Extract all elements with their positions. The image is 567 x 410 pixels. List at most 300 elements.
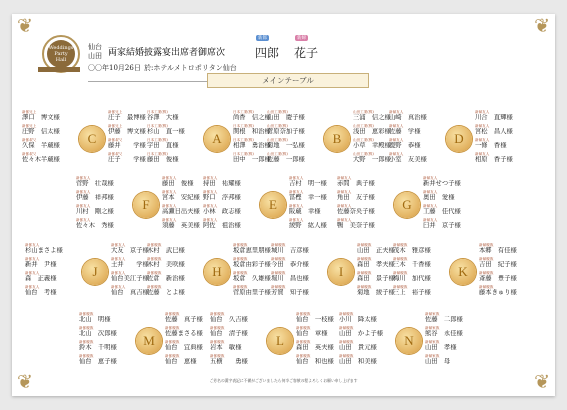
guest-entry	[267, 124, 323, 136]
guest-name: 庄野 信太様	[22, 128, 60, 135]
guest-name: 佐藤 とよ様	[147, 289, 185, 296]
groom-role-badge: 新郎	[258, 36, 267, 41]
guest-entry	[147, 257, 203, 269]
guest-name: 坂倉恵里朋様	[233, 247, 271, 254]
guest-entry	[79, 340, 135, 352]
guest-affiliation: 新郎親族	[210, 326, 225, 330]
guest-affiliation: 山田工業(株)	[267, 138, 288, 142]
guest-entry	[271, 271, 327, 283]
guest-name: 伊藤 博文様	[108, 128, 146, 135]
main-table-label: メインテーブル	[207, 73, 369, 88]
guest-entry	[339, 312, 395, 324]
guest-affiliation: 新郎友人	[111, 285, 126, 289]
guest-name: 綾野 紘人様	[289, 222, 327, 229]
guest-name: 坂倉 久雄様	[233, 275, 271, 282]
table-k: K	[450, 259, 476, 285]
guest-affiliation: 新婦友人	[423, 218, 438, 222]
guest-name: 臼井 京子様	[423, 222, 461, 229]
guest-affiliation: 新郎親族	[210, 312, 225, 316]
guest-entry	[479, 243, 535, 255]
table-a: A	[204, 126, 230, 152]
guest-name: 吉村 明一様	[289, 180, 327, 187]
guest-name: 田中 一郎様	[233, 156, 271, 163]
guest-name: 仙台 真吉様	[111, 289, 149, 296]
guest-affiliation: 新婦親族	[479, 285, 494, 289]
guest-affiliation: 新婦親族	[271, 285, 286, 289]
guest-entry	[475, 138, 531, 150]
guest-affiliation: 新郎友人	[76, 204, 91, 208]
guest-name: 佐藤まさる様	[165, 330, 203, 337]
guest-name: 佐藤 一郎様	[267, 156, 305, 163]
guest-name: 佐倉 新治様	[147, 275, 185, 282]
guest-entry	[475, 124, 531, 136]
guest-entry	[425, 312, 481, 324]
guest-affiliation: 新婦友人	[389, 152, 404, 156]
guest-affiliation: 山田工業(株)	[267, 124, 288, 128]
guest-entry	[393, 243, 449, 255]
guest-name: 杉山まさよ様	[25, 247, 63, 254]
guest-name: 伊藤 祥邦様	[76, 194, 114, 201]
guest-affiliation: 新婦親族	[479, 243, 494, 247]
guest-name: 佐々木半蔵様	[22, 156, 60, 163]
guest-entry	[22, 138, 78, 150]
guest-affiliation: 新郎親族	[296, 340, 311, 344]
guest-affiliation: 新婦友人	[423, 176, 438, 180]
ornament-corner-icon: ❦	[17, 371, 33, 393]
guest-name: 大野 一郎様	[353, 156, 391, 163]
guest-affiliation: 新郎友人	[111, 271, 126, 275]
guest-name: 仙台 恵様	[165, 358, 197, 365]
guest-affiliation: 日本工業(株)	[147, 138, 168, 142]
guest-entry	[393, 271, 449, 283]
guest-entry	[475, 110, 531, 122]
footer-note: ご芳名の漢字表記に不備がございましたら何卒ご容赦の程よろしくお願い申し上げます	[209, 378, 358, 383]
guest-name: 仙台 考様	[25, 289, 57, 296]
guest-affiliation: 新郎親族	[233, 243, 248, 247]
guest-entry	[22, 152, 78, 164]
guest-name: 小室 友美様	[389, 156, 427, 163]
guest-affiliation: 新郎兄上	[108, 124, 123, 128]
guest-affiliation: 新郎親族	[296, 354, 311, 358]
guest-name: 一條 香様	[475, 142, 507, 149]
guest-entry	[423, 204, 479, 216]
guest-affiliation: 新婦親族	[393, 243, 408, 247]
guest-entry	[25, 271, 81, 283]
guest-affiliation: 新郎叔父	[108, 138, 123, 142]
guest-affiliation: 山田工業(株)	[353, 124, 374, 128]
guest-entry	[267, 110, 323, 122]
guest-entry	[203, 218, 259, 230]
guest-entry	[423, 176, 479, 188]
guest-name: 川村 剛之様	[76, 208, 114, 215]
guest-affiliation: 日本工業(株)	[233, 110, 254, 114]
guest-affiliation: 新郎友人	[203, 190, 218, 194]
guest-affiliation: 新郎親族	[210, 340, 225, 344]
guest-name: 本郷 有佳様	[479, 247, 517, 254]
guest-entry	[147, 285, 203, 297]
guest-affiliation: 新婦親族	[479, 271, 494, 275]
guest-name: 森田 景子様	[357, 275, 395, 282]
guest-name: 梅川 加代様	[393, 275, 431, 282]
guest-entry	[271, 285, 327, 297]
guest-name: 藤田 俊様	[147, 156, 179, 163]
guest-entry	[25, 257, 81, 269]
guest-affiliation: 新婦親族	[271, 271, 286, 275]
guest-affiliation: 新婦友人	[389, 110, 404, 114]
event-date: 〇〇年10月26日	[88, 64, 141, 72]
guest-affiliation: 新婦友人	[389, 138, 404, 142]
logo-text-2: Party	[54, 51, 68, 57]
logo-text-1: Weddings	[48, 45, 74, 51]
table-e: E	[260, 192, 286, 218]
guest-affiliation: 新郎兄上	[22, 124, 37, 128]
guest-affiliation: 新郎親族	[147, 257, 162, 261]
guest-name: 坂倉由彩子様	[233, 261, 271, 268]
table-j: J	[82, 259, 108, 285]
guest-entry	[337, 190, 393, 202]
guest-affiliation: 新婦親族	[357, 271, 372, 275]
guest-affiliation: 新郎親族	[147, 271, 162, 275]
guest-affiliation: 新郎親族	[79, 312, 94, 316]
guest-name: 佐藤 二郎様	[425, 316, 463, 323]
guest-affiliation: 新郎友人	[203, 218, 218, 222]
guest-name: 山崎 真治様	[389, 114, 427, 121]
guest-name: 阿佐 祖治様	[203, 222, 241, 229]
guest-name: 茂木 雅彦様	[393, 247, 431, 254]
page-title: 両家結婚披露宴出席者御席次	[108, 48, 226, 58]
guest-affiliation: 新婦友人	[475, 138, 490, 142]
guest-name: 野口 浮邦様	[203, 194, 241, 201]
guest-name: 赤間 典子様	[337, 180, 375, 187]
guest-name: 今田 恭介様	[271, 261, 309, 268]
guest-name: 森 正義様	[25, 275, 57, 282]
guest-entry	[337, 218, 393, 230]
guest-name: 浅田 恵彩様	[353, 128, 391, 135]
logo-ribbon	[38, 67, 80, 72]
guest-name: 冨樫 幸一様	[289, 194, 327, 201]
guest-entry	[147, 243, 203, 255]
guest-affiliation: 新郎友人	[289, 204, 304, 208]
guest-name: 岩本 敏様	[210, 344, 242, 351]
guest-entry	[147, 124, 203, 136]
guest-entry	[339, 354, 395, 366]
guest-entry	[203, 176, 259, 188]
guest-name: 藤本きゅり様	[479, 289, 517, 296]
guest-name: 谷澤 大様	[147, 114, 179, 121]
guest-name: 高瀬日出夫様	[162, 208, 200, 215]
guest-affiliation: 新郎親族	[296, 326, 311, 330]
logo-text-3: Hall	[55, 57, 67, 63]
guest-affiliation: 新郎兄上	[108, 110, 123, 114]
table-d: D	[446, 126, 472, 152]
guest-entry	[389, 124, 445, 136]
guest-name: 相原 香子様	[475, 156, 513, 163]
guest-entry	[210, 312, 266, 324]
guest-affiliation: 新婦家族	[425, 340, 440, 344]
guest-affiliation: 新婦親族	[339, 312, 354, 316]
guest-entry	[479, 285, 535, 297]
guest-entry	[203, 204, 259, 216]
guest-entry	[210, 326, 266, 338]
guest-affiliation: 新郎親族	[165, 326, 180, 330]
guest-affiliation: 新婦親族	[357, 285, 372, 289]
guest-name: 小川 降太様	[339, 316, 377, 323]
guest-affiliation: 新郎親族	[147, 285, 162, 289]
guest-name: 阪蔵 幸様	[289, 208, 321, 215]
guest-affiliation: 日本工業(株)	[147, 152, 168, 156]
guest-affiliation: 日本工業(株)	[147, 124, 168, 128]
guest-affiliation: 新郎叔父	[108, 152, 123, 156]
guest-name: 佐藤奈央子様	[337, 208, 375, 215]
guest-name: 小草 幸殿様	[353, 142, 391, 149]
guest-entry	[393, 257, 449, 269]
guest-affiliation: 新郎親族	[79, 340, 94, 344]
guest-name: 菊地 一弘様	[267, 142, 305, 149]
guest-entry	[79, 312, 135, 324]
guest-affiliation: 新婦友人	[423, 190, 438, 194]
guest-name: 佐藤 真子様	[165, 316, 203, 323]
guest-affiliation: 新郎叔父	[22, 138, 37, 142]
header-family-1: 仙台	[88, 43, 102, 51]
guest-name: 仙台 章様	[296, 330, 328, 337]
guest-name: 角田 友子様	[337, 194, 375, 201]
guest-name: 新井せつ子様	[423, 180, 461, 187]
guest-affiliation: 新婦友人	[337, 204, 352, 208]
guest-entry	[76, 176, 132, 188]
guest-name: 佐々木 秀様	[76, 222, 114, 229]
guest-entry	[389, 138, 445, 150]
guest-affiliation: 新郎友人	[162, 204, 177, 208]
guest-affiliation: 新婦親族	[271, 243, 286, 247]
guest-affiliation: 日本工業(株)	[147, 110, 168, 114]
guest-affiliation: 新婦親族	[339, 326, 354, 330]
guest-name: 持田 祐耀様	[203, 180, 241, 187]
guest-affiliation: 新婦親族	[357, 257, 372, 261]
guest-name: 澤口 博文様	[22, 114, 60, 121]
guest-entry	[393, 285, 449, 297]
table-g: G	[394, 192, 420, 218]
guest-affiliation: 新郎友人	[289, 190, 304, 194]
guest-affiliation: 山田工業(株)	[267, 110, 288, 114]
guest-name: 土井 学様	[111, 261, 149, 268]
guest-name: 新井 尹様	[25, 261, 57, 268]
guest-affiliation: 新婦友人	[389, 124, 404, 128]
guest-name: 三上 裕子様	[393, 289, 431, 296]
guest-entry	[475, 152, 531, 164]
guest-entry	[147, 110, 203, 122]
guest-entry	[423, 218, 479, 230]
guest-affiliation: 新郎友人	[76, 218, 91, 222]
guest-name: 庄子 最博様	[108, 114, 146, 121]
guest-affiliation: 新婦親族	[339, 354, 354, 358]
guest-entry	[147, 152, 203, 164]
guest-name: 山田 慶子様	[267, 114, 305, 121]
guest-entry	[267, 152, 323, 164]
guest-name: 三浦 信之様	[353, 114, 391, 121]
guest-name: 小林 政志様	[203, 208, 241, 215]
guest-affiliation: 新婦親族	[393, 257, 408, 261]
guest-name: 山田 孝様	[425, 344, 457, 351]
guest-name: 山田 かよ子様	[339, 330, 384, 337]
guest-name: 久保 半蔵様	[22, 142, 60, 149]
table-m: M	[136, 328, 162, 354]
guest-entry	[479, 271, 535, 283]
guest-name: 奥田 愛様	[423, 194, 455, 201]
guest-affiliation: 新郎友人	[25, 257, 40, 261]
guest-affiliation: 新郎兄上	[22, 110, 37, 114]
guest-entry	[79, 326, 135, 338]
guest-name: 仙台 宜典様	[165, 344, 203, 351]
guest-affiliation: 新郎親族	[147, 243, 162, 247]
guest-name: 城川 吉彦様	[271, 247, 309, 254]
guest-entry	[147, 138, 203, 150]
guest-affiliation: 新郎親族	[79, 326, 94, 330]
guest-affiliation: 山田工業(株)	[353, 152, 374, 156]
guest-name: 工藤 佳代様	[423, 208, 461, 215]
guest-entry	[389, 152, 445, 164]
guest-name: 菅原奈加子様	[267, 128, 305, 135]
guest-affiliation: 新婦友人	[475, 152, 490, 156]
guest-name: 仙台美江子様	[111, 275, 149, 282]
guest-entry	[203, 190, 259, 202]
guest-name: 北山 次郎様	[79, 330, 117, 337]
guest-affiliation: 新郎友人	[162, 218, 177, 222]
table-b: B	[324, 126, 350, 152]
guest-affiliation: 新郎友人	[162, 190, 177, 194]
guest-affiliation: 新郎親族	[296, 312, 311, 316]
guest-entry	[76, 218, 132, 230]
guest-affiliation: 新婦親族	[339, 340, 354, 344]
guest-name: 森田 孝夫様	[357, 261, 395, 268]
guest-affiliation: 新婦友人	[337, 190, 352, 194]
guest-name: 吉田 紀子様	[479, 261, 517, 268]
guest-entry	[147, 271, 203, 283]
guest-affiliation: 新婦親族	[393, 285, 408, 289]
guest-affiliation: 新婦親族	[271, 257, 286, 261]
guest-affiliation: 新婦家族	[425, 326, 440, 330]
table-h: H	[204, 259, 230, 285]
table-f: F	[133, 192, 159, 218]
guest-entry	[425, 354, 481, 366]
guest-affiliation: 新郎友人	[76, 190, 91, 194]
guest-affiliation: 新郎友人	[111, 243, 126, 247]
guest-name: 杉山 直一様	[147, 128, 185, 135]
guest-name: 大友 京子様	[111, 247, 149, 254]
guest-affiliation: 新婦友人	[337, 176, 352, 180]
guest-name: 芳賀 知子様	[271, 289, 309, 296]
guest-entry	[339, 326, 395, 338]
guest-affiliation: 新郎親族	[210, 354, 225, 358]
guest-name: 仙台 和也様	[296, 358, 334, 365]
guest-affiliation: 山田工業(株)	[353, 110, 374, 114]
guest-name: 宇田 直様	[147, 142, 179, 149]
guest-name: 庄子 学様	[108, 156, 146, 163]
guest-affiliation: 新郎友人	[289, 218, 304, 222]
guest-affiliation: 新郎親族	[233, 285, 248, 289]
guest-name: 宮本 安紀様	[162, 194, 200, 201]
guest-name: 相澤 勇治様	[233, 142, 271, 149]
bride-role-badge: 新婦	[297, 36, 306, 41]
ornament-corner-icon: ❦	[534, 371, 550, 393]
guest-name: 須藤 英美様	[162, 222, 200, 229]
guest-affiliation: 日本工業(株)	[233, 124, 254, 128]
guest-affiliation: 新郎友人	[25, 285, 40, 289]
guest-entry	[76, 190, 132, 202]
groom-name: 四郎	[255, 46, 280, 60]
guest-name: 堀川 昌也様	[271, 275, 309, 282]
guest-name: 藤田 俊様	[162, 180, 194, 187]
guest-name: 菊地 綾子様	[357, 289, 395, 296]
table-n: N	[396, 328, 422, 354]
guest-affiliation: 山田工業(株)	[353, 138, 374, 142]
guest-affiliation: 新郎友人	[111, 257, 126, 261]
ornament-corner-icon: ❦	[534, 15, 550, 37]
guest-entry	[423, 190, 479, 202]
guest-name: 宮松 昌人様	[475, 128, 513, 135]
guest-name: 鴨 美奈子様	[337, 222, 375, 229]
guest-name: 藤井 学様	[108, 142, 146, 149]
guest-entry	[267, 138, 323, 150]
guest-entry	[339, 340, 395, 352]
guest-affiliation: 新郎親族	[233, 271, 248, 275]
guest-affiliation: 新婦親族	[357, 243, 372, 247]
ornament-corner-icon: ❦	[17, 15, 33, 37]
guest-entry	[25, 243, 81, 255]
guest-entry	[389, 110, 445, 122]
guest-entry	[22, 124, 78, 136]
guest-affiliation: 新郎親族	[165, 354, 180, 358]
guest-affiliation: 新郎友人	[203, 176, 218, 180]
guest-entry	[425, 326, 481, 338]
guest-affiliation: 新郎親族	[165, 312, 180, 316]
guest-entry	[210, 354, 266, 366]
guest-name: 山田 和美様	[339, 358, 377, 365]
guest-name: 仙台 恵子様	[79, 358, 117, 365]
guest-name: 関根 和治様	[233, 128, 271, 135]
guest-entry	[479, 257, 535, 269]
guest-name: 熊谷 永佳様	[425, 330, 463, 337]
header-family-2: 山田	[88, 52, 102, 60]
guest-affiliation: 新婦親族	[479, 257, 494, 261]
guest-name: 菅野 壮哉様	[76, 180, 114, 187]
guest-name: 山田 正夫様	[357, 247, 395, 254]
guest-entry	[76, 204, 132, 216]
guest-affiliation: 新郎叔父	[22, 152, 37, 156]
guest-affiliation: 新婦友人	[423, 204, 438, 208]
guest-entry	[271, 243, 327, 255]
guest-entry	[425, 340, 481, 352]
guest-name: 五横 勇様	[210, 358, 248, 365]
guest-affiliation: 新婦友人	[337, 218, 352, 222]
event-venue: 於:ホテルメトロポリタン仙台	[144, 64, 237, 72]
guest-affiliation: 新婦親族	[393, 271, 408, 275]
guest-affiliation: 新婦友人	[475, 110, 490, 114]
guest-name: 山田 貴元様	[339, 344, 377, 351]
guest-affiliation: 新郎友人	[289, 176, 304, 180]
guest-name: 山田 母	[425, 358, 451, 365]
guest-name: 鹿野 恭様	[389, 142, 421, 149]
guest-affiliation: 新郎友人	[76, 176, 91, 180]
bride-name: 花子	[294, 46, 319, 60]
guest-entry	[79, 354, 135, 366]
guest-affiliation: 新郎親族	[233, 257, 248, 261]
guest-affiliation: 日本工業(株)	[233, 138, 254, 142]
guest-entry	[25, 285, 81, 297]
guest-name: 森田 英夫様	[296, 344, 334, 351]
guest-entry	[337, 204, 393, 216]
table-l: L	[267, 328, 293, 354]
guest-affiliation: 新婦友人	[475, 124, 490, 128]
